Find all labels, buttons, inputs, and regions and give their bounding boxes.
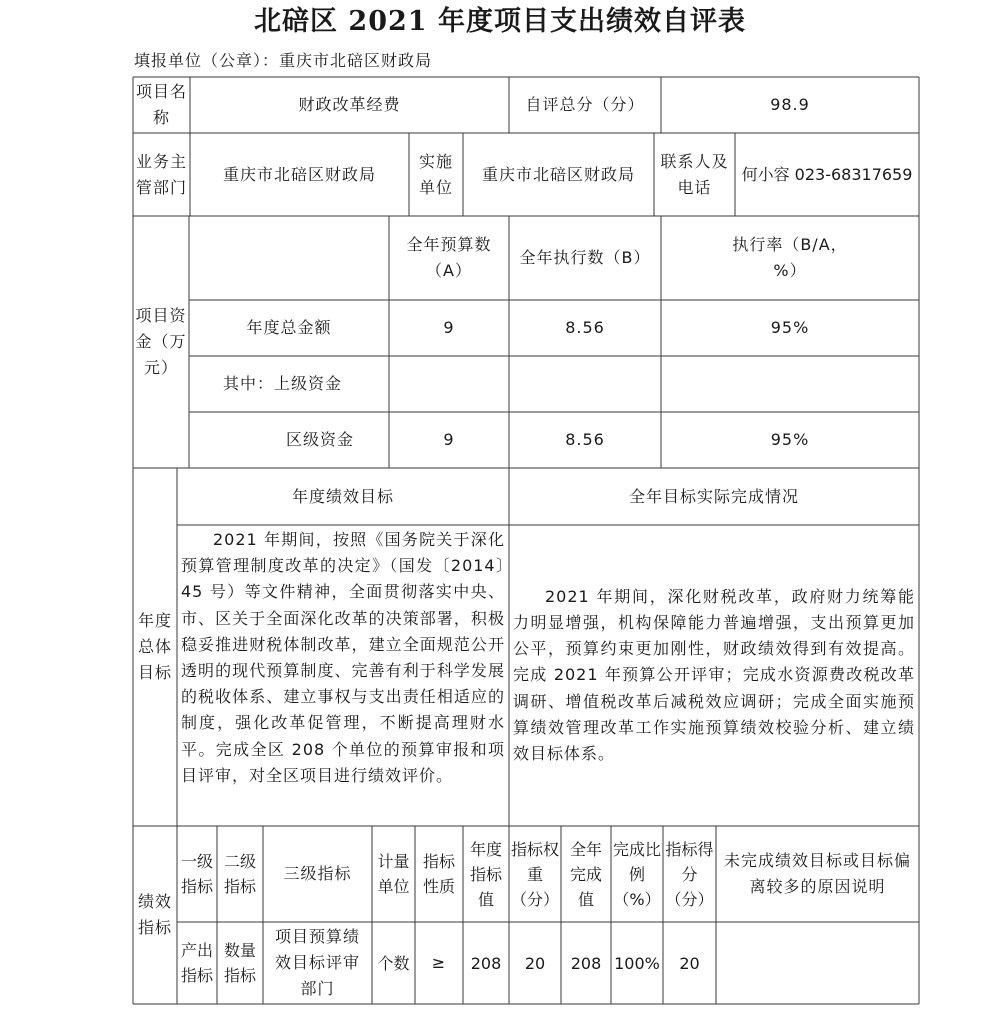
funds-header-executed: 全年执行数（B） [519,248,651,267]
ind-header-ratio: 完成比例（%） [613,839,662,909]
ind-header-annual: 年度指标值 [469,839,502,909]
funds-row-total-budget: 9 [443,318,455,337]
ind-row-level2: 数量指标 [223,941,256,985]
ind-row-annual: 208 [470,953,502,973]
goals-target-header: 年度绩效目标 [291,486,394,506]
self-score-label: 自评总分（分） [525,95,645,114]
ind-row-ratio: 100% [614,953,660,973]
funds-row-total-executed: 8.56 [565,318,605,337]
ind-row-level3: 项目预算绩效目标评审部门 [274,927,360,998]
ind-header-level1: 一级指标 [180,852,213,896]
page-title: 北碚区 2021 年度项目支出绩效自评表 [254,6,746,37]
dept-value: 重庆市北碚区财政局 [222,164,376,184]
funds-section-label: 项目资金（万元） [135,306,187,377]
goals-actual-text: 2021 年期间，深化财税改革，政府财力统筹能力明显增强，机构保障能力普遍增强，支出预算更加公平，预算约束更加刚性，财政绩效得到有效提高。完成 2021 年预算公开评审；完成水资源费改税改革调研、增值税改革后减税效应调研；完成全面实施预算绩效管理改革工作实施预算绩效校验分析、建立绩效目标体系。 [513,586,915,763]
goals-actual-text-cell [509,525,919,826]
self-score-value: 98.9 [770,95,810,114]
funds-row-district-executed: 8.56 [565,430,605,449]
ind-header-score: 指标得分（分） [665,839,714,909]
ind-header-reason: 未完成绩效目标或目标偏离较多的原因说明 [724,851,912,896]
funds-row-district-rate: 95% [770,430,810,449]
funds-row-upper-rate [661,356,919,412]
ind-header-completed: 全年完成值 [569,839,602,909]
ind-row-weight: 20 [524,953,546,973]
contact-label: 联系人及电话 [660,151,729,197]
goals-section-label: 年度总体目标 [137,611,172,682]
funds-row-total-rate: 95% [770,318,810,337]
ind-row-level1: 产出指标 [180,941,213,985]
funds-row-upper-label: 其中：上级资金 [223,374,343,393]
project-name-label: 项目名称 [135,82,187,127]
project-name-value: 财政改革经费 [298,95,401,114]
ind-row-reason [716,922,919,1004]
funds-header-budget: 全年预算数（A） [406,235,492,280]
ind-header-nature: 指标性质 [422,852,455,896]
contact-value: 何小容 023-68317659 [741,165,913,184]
goals-actual-header: 全年目标实际完成情况 [628,486,799,506]
ind-header-level2: 二级指标 [223,852,256,896]
impl-unit-value: 重庆市北碚区财政局 [481,164,635,184]
funds-row-upper-executed [509,356,661,412]
ind-row-score: 20 [679,953,700,973]
funds-header-rate: 执行率（B/A，%） [732,235,848,280]
ind-row-nature: ≥ [431,953,447,972]
dept-label: 业务主管部门 [135,151,187,197]
ind-header-level3: 三级指标 [283,864,352,883]
indicators-section-label: 绩效指标 [137,892,172,937]
funds-row-total-label: 年度总金额 [246,318,332,337]
funds-row-district-budget: 9 [443,430,455,449]
funds-row-district-label: 区级资金 [285,430,354,449]
goals-target-text: 2021 年期间，按照《国务院关于深化预算管理制度改革的决定》（国发〔2014〕45 号）等文件精神，全面贯彻落实中央、市、区关于全面深化改革的决策部署，积极稳妥推进财税体制改革，建立全面规范公开透明的现代预算制度、完善有利于科学发展的税收体系、建立事权与支出责任相适应的制度，强化改革促管理，不断提高理财水平。完成全区 208 个单位的预算审报和项目评审，对全区项目进行绩效评价。 [181,530,505,785]
ind-row-completed: 208 [570,953,602,973]
ind-row-unit: 个数 [377,953,410,973]
impl-unit-label: 实施单位 [418,151,453,197]
ind-header-unit: 计量单位 [377,852,410,896]
funds-row-upper-budget [389,356,509,412]
filing-unit-line: 填报单位（公章）：重庆市北碚区财政局 [134,51,433,70]
ind-header-weight: 指标权重（分） [511,839,560,909]
